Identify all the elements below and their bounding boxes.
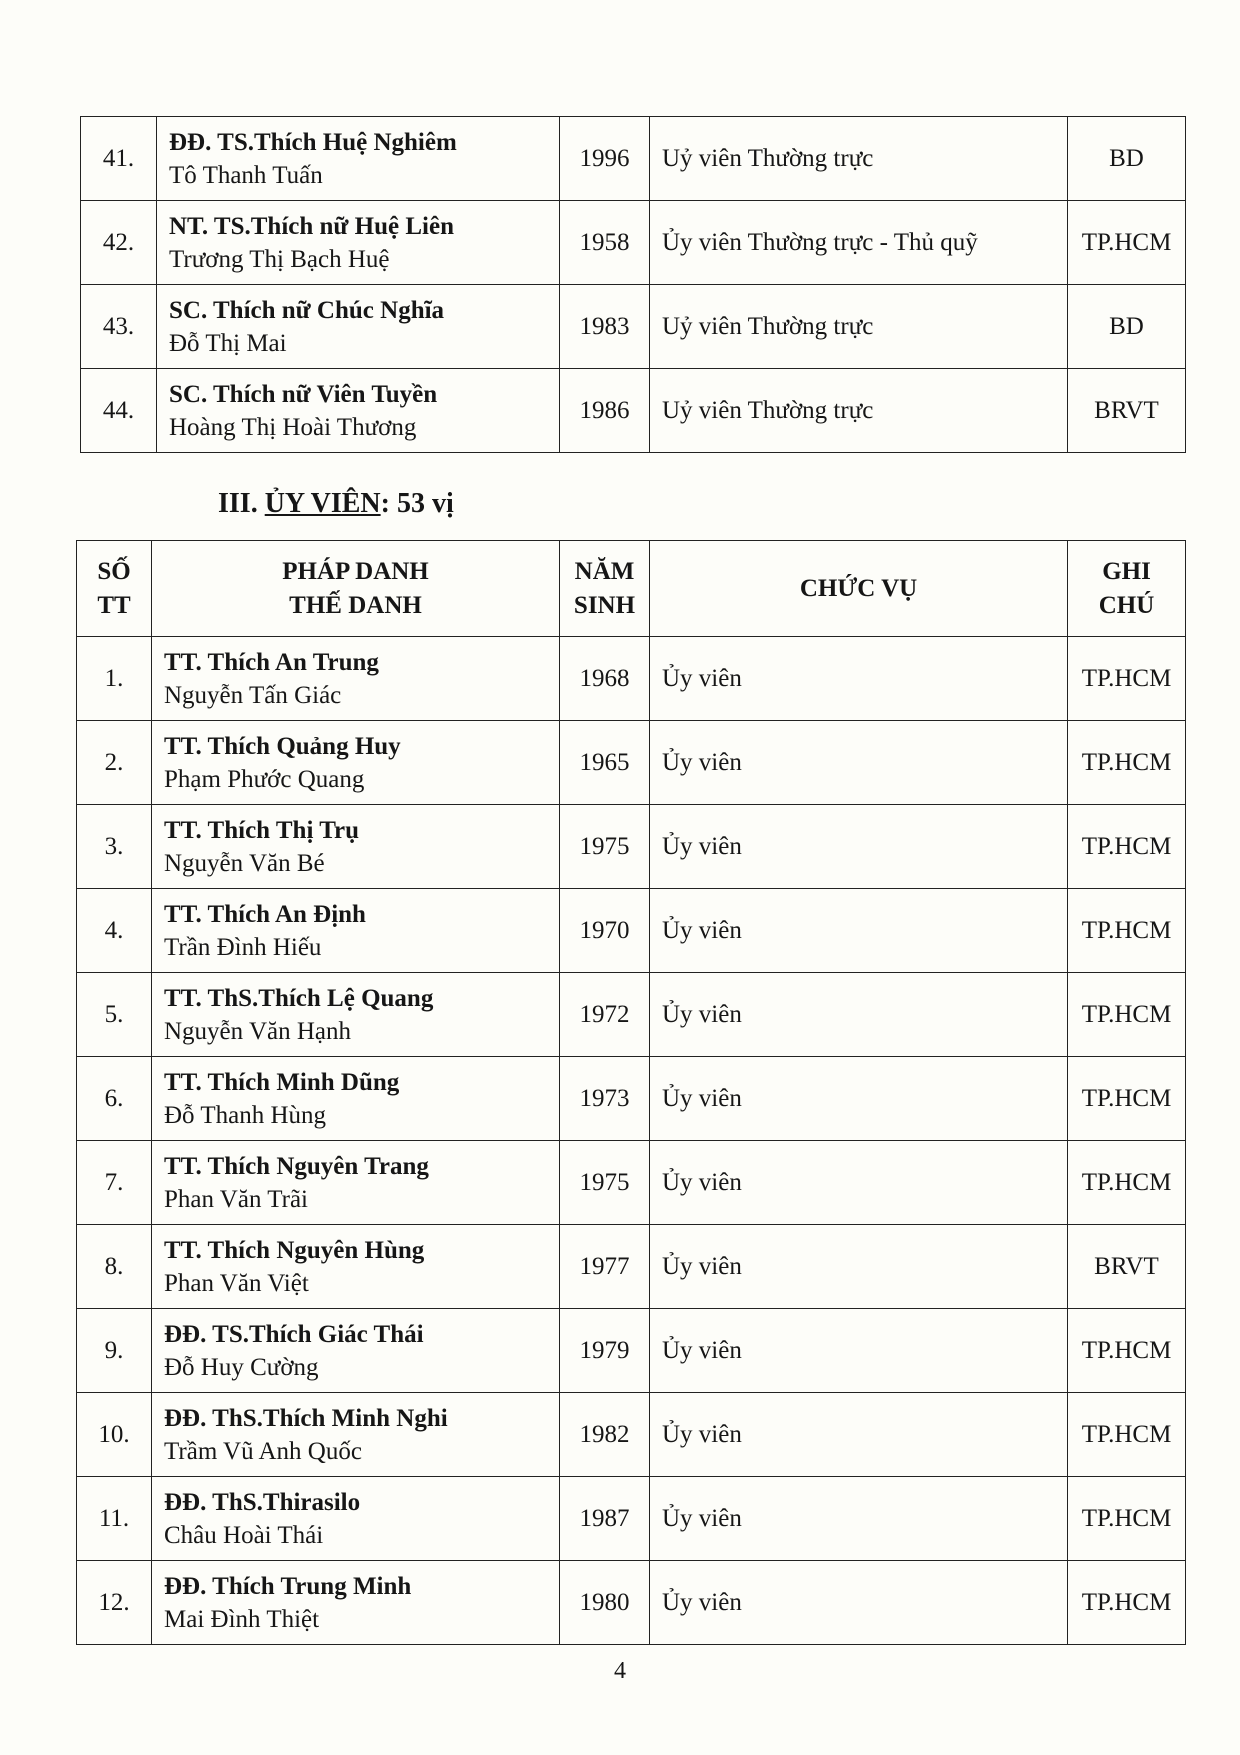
position: Ủy viên (650, 1561, 1068, 1645)
table-row (77, 637, 1186, 721)
table-row (81, 117, 1186, 201)
note: TP.HCM (1068, 1561, 1186, 1645)
birth-year: 1980 (560, 1561, 650, 1645)
civil-name: Phạm Phước Quang (164, 765, 365, 793)
civil-name: Trầm Vũ Anh Quốc (164, 1437, 362, 1465)
civil-name: Trần Đình Hiếu (164, 933, 322, 961)
position: Ủy viên (650, 1309, 1068, 1393)
row-number: 5. (77, 973, 152, 1057)
name-cell (152, 1561, 560, 1645)
birth-year: 1968 (560, 637, 650, 721)
position: Ủy viên (650, 805, 1068, 889)
civil-name: Nguyễn Văn Hạnh (164, 1017, 351, 1045)
note: BD (1068, 285, 1186, 369)
members-table (76, 540, 1186, 1645)
civil-name: Hoàng Thị Hoài Thương (169, 413, 417, 441)
civil-name: Phan Văn Trãi (164, 1185, 309, 1213)
header-name: PHÁP DANH THẾ DANH (152, 541, 560, 637)
birth-year: 1982 (560, 1393, 650, 1477)
continuation-table (80, 116, 1186, 453)
note: TP.HCM (1068, 1477, 1186, 1561)
note: TP.HCM (1068, 889, 1186, 973)
civil-name: Đỗ Thanh Hùng (164, 1101, 327, 1129)
table-row (77, 805, 1186, 889)
religious-name: ĐĐ. Thích Trung Minh (164, 1572, 412, 1600)
birth-year: 1986 (560, 369, 650, 453)
note: TP.HCM (1068, 1057, 1186, 1141)
note: TP.HCM (1068, 1141, 1186, 1225)
table-row (77, 1057, 1186, 1141)
position: Ủy viên (650, 721, 1068, 805)
name-cell (152, 805, 560, 889)
name-cell (157, 201, 560, 285)
position: Uỷ viên Thường trực (650, 285, 1068, 369)
civil-name: Nguyễn Tấn Giác (164, 681, 342, 709)
position: Uỷ viên Thường trực (650, 369, 1068, 453)
birth-year: 1977 (560, 1225, 650, 1309)
note: BD (1068, 117, 1186, 201)
position: Ủy viên (650, 637, 1068, 721)
position: Ủy viên (650, 973, 1068, 1057)
table-header-row (77, 541, 1186, 637)
name-cell (157, 285, 560, 369)
civil-name: Mai Đình Thiệt (164, 1605, 320, 1633)
note: TP.HCM (1068, 201, 1186, 285)
religious-name: ĐĐ. TS.Thích Giác Thái (164, 1320, 424, 1348)
birth-year: 1958 (560, 201, 650, 285)
civil-name: Đỗ Huy Cường (164, 1353, 319, 1381)
name-cell (152, 1057, 560, 1141)
position: Ủy viên (650, 1225, 1068, 1309)
birth-year: 1975 (560, 805, 650, 889)
civil-name: Phan Văn Việt (164, 1269, 309, 1297)
row-number: 1. (77, 637, 152, 721)
birth-year: 1987 (560, 1477, 650, 1561)
note: TP.HCM (1068, 637, 1186, 721)
row-number: 12. (77, 1561, 152, 1645)
civil-name: Châu Hoài Thái (164, 1521, 324, 1549)
civil-name: Đỗ Thị Mai (169, 329, 287, 357)
name-cell (157, 369, 560, 453)
table-row (77, 1141, 1186, 1225)
note: TP.HCM (1068, 1393, 1186, 1477)
name-cell (152, 721, 560, 805)
civil-name: Trương Thị Bạch Huệ (169, 245, 390, 273)
position: Ủy viên Thường trực - Thủ quỹ (650, 201, 1068, 285)
section-suffix: : 53 vị (380, 488, 454, 519)
note: TP.HCM (1068, 973, 1186, 1057)
table-row (77, 973, 1186, 1057)
religious-name: SC. Thích nữ Chúc Nghĩa (169, 296, 445, 324)
name-cell (152, 1309, 560, 1393)
name-cell (152, 973, 560, 1057)
row-number: 4. (77, 889, 152, 973)
religious-name: SC. Thích nữ Viên Tuyền (169, 380, 438, 408)
birth-year: 1972 (560, 973, 650, 1057)
table-row (81, 285, 1186, 369)
name-cell (152, 889, 560, 973)
position: Ủy viên (650, 889, 1068, 973)
religious-name: TT. Thích Thị Trụ (164, 816, 360, 844)
religious-name: NT. TS.Thích nữ Huệ Liên (169, 212, 454, 240)
note: BRVT (1068, 1225, 1186, 1309)
table-row (81, 369, 1186, 453)
section-title: ỦY VIÊN (264, 488, 381, 519)
row-number: 10. (77, 1393, 152, 1477)
header-no: SỐ TT (77, 541, 152, 637)
birth-year: 1996 (560, 117, 650, 201)
birth-year: 1983 (560, 285, 650, 369)
header-position: CHỨC VỤ (650, 541, 1068, 637)
name-cell (157, 117, 560, 201)
religious-name: TT. Thích An Trung (164, 648, 379, 676)
row-number: 3. (77, 805, 152, 889)
religious-name: ĐĐ. ThS.Thirasilo (164, 1488, 361, 1516)
name-cell (152, 1477, 560, 1561)
birth-year: 1975 (560, 1141, 650, 1225)
row-number: 44. (81, 369, 157, 453)
page-number: 4 (614, 1658, 626, 1684)
religious-name: TT. Thích An Định (164, 900, 366, 928)
name-cell (152, 637, 560, 721)
row-number: 8. (77, 1225, 152, 1309)
note: TP.HCM (1068, 1309, 1186, 1393)
row-number: 42. (81, 201, 157, 285)
name-cell (152, 1225, 560, 1309)
birth-year: 1965 (560, 721, 650, 805)
birth-year: 1979 (560, 1309, 650, 1393)
religious-name: TT. Thích Nguyên Trang (164, 1152, 429, 1180)
row-number: 9. (77, 1309, 152, 1393)
note: TP.HCM (1068, 805, 1186, 889)
position: Ủy viên (650, 1477, 1068, 1561)
religious-name: ĐĐ. ThS.Thích Minh Nghi (164, 1404, 448, 1432)
table-row (81, 201, 1186, 285)
birth-year: 1970 (560, 889, 650, 973)
row-number: 2. (77, 721, 152, 805)
table-row (77, 1309, 1186, 1393)
religious-name: ĐĐ. TS.Thích Huệ Nghiêm (169, 128, 457, 156)
name-cell (152, 1393, 560, 1477)
row-number: 6. (77, 1057, 152, 1141)
name-cell (152, 1141, 560, 1225)
religious-name: TT. Thích Quảng Huy (164, 732, 401, 760)
row-number: 41. (81, 117, 157, 201)
note: BRVT (1068, 369, 1186, 453)
position: Ủy viên (650, 1393, 1068, 1477)
position: Uỷ viên Thường trực (650, 117, 1068, 201)
table-row (77, 1393, 1186, 1477)
row-number: 7. (77, 1141, 152, 1225)
table-row (77, 889, 1186, 973)
position: Ủy viên (650, 1141, 1068, 1225)
civil-name: Nguyễn Văn Bé (164, 849, 325, 877)
note: TP.HCM (1068, 721, 1186, 805)
religious-name: TT. Thích Nguyên Hùng (164, 1236, 425, 1264)
section-prefix: III. (218, 488, 265, 519)
table-row (77, 1477, 1186, 1561)
table-row (77, 721, 1186, 805)
row-number: 11. (77, 1477, 152, 1561)
table-row (77, 1225, 1186, 1309)
birth-year: 1973 (560, 1057, 650, 1141)
religious-name: TT. ThS.Thích Lệ Quang (164, 984, 434, 1012)
religious-name: TT. Thích Minh Dũng (164, 1068, 400, 1096)
position: Ủy viên (650, 1057, 1068, 1141)
row-number: 43. (81, 285, 157, 369)
civil-name: Tô Thanh Tuấn (169, 161, 323, 189)
header-year: NĂM SINH (560, 541, 650, 637)
section-heading (218, 488, 454, 520)
table-row (77, 1561, 1186, 1645)
header-note: GHI CHÚ (1068, 541, 1186, 637)
